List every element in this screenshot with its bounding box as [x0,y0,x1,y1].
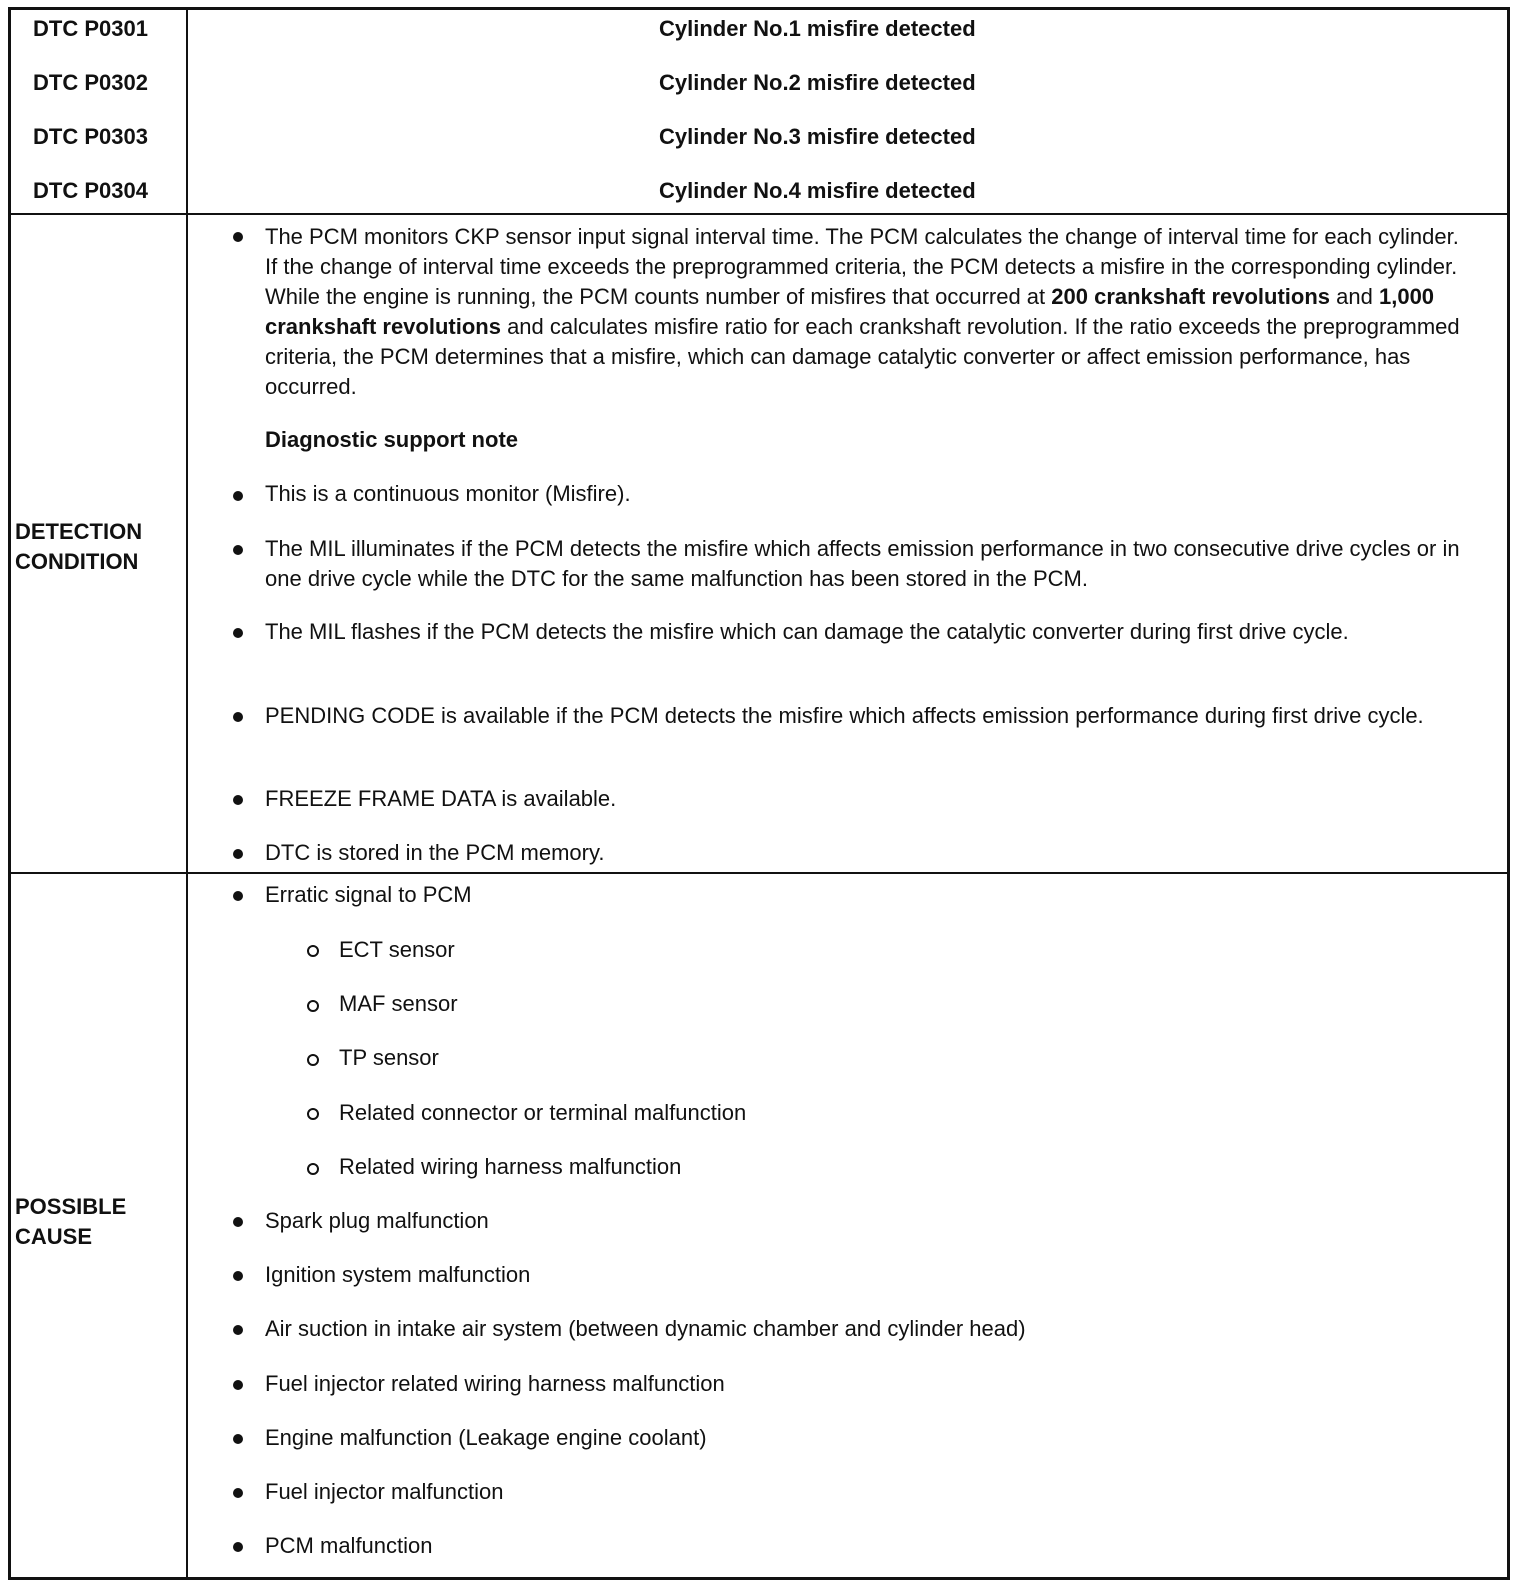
column-divider [186,215,188,872]
dtc-title: Cylinder No.1 misfire detected [659,16,976,41]
bullet-icon [233,628,243,638]
sub-bullet-icon [307,1108,319,1120]
sub-bullet-icon [307,1163,319,1175]
detection-item: DTC is stored in the PCM memory. [265,840,605,865]
dtc-code: DTC P0302 [33,70,148,95]
cause-sub-item: Related connector or terminal malfunction [339,1100,747,1125]
cause-item: Air suction in intake air system (between dynamic chamber and cylinder head) [265,1316,1026,1341]
column-divider [186,874,188,1577]
bullet-icon [233,1488,243,1498]
cause-item: Fuel injector related wiring harness malfunction [265,1371,725,1396]
cause-item: Fuel injector malfunction [265,1479,504,1504]
detection-item: The MIL illuminates if the PCM detects the misfire which affects emission performance in two consecutive drive cycles or in one drive cycle while the DTC for the same malfunction has been stored in the PCM. [265,536,1460,591]
dtc-title: Cylinder No.4 misfire detected [659,178,976,203]
dtc-title: Cylinder No.3 misfire detected [659,124,976,149]
sub-bullet-icon [307,945,319,957]
cause-item: Erratic signal to PCM [265,882,472,907]
bullet-icon [233,891,243,901]
dtc-code: DTC P0301 [33,16,148,41]
support-note-heading: Diagnostic support note [265,427,518,452]
bullet-icon [233,1217,243,1227]
dtc-title: Cylinder No.2 misfire detected [659,70,976,95]
cause-item: Engine malfunction (Leakage engine coolant) [265,1425,707,1450]
bullet-icon [233,545,243,555]
bullet-icon [233,232,243,242]
column-divider [186,10,188,213]
detection-item: PENDING CODE is available if the PCM detects the misfire which affects emission performance during first drive cycle. [265,703,1424,728]
possible-cause-row [11,874,1507,1577]
detection-condition-row [11,215,1507,874]
paragraph-text: and calculates misfire ratio for each crankshaft revolution. If the ratio exceeds the preprogrammed criteria, the PCM determines that a misfire, which can damage catalytic converter or affect emission performance, has occurred. [265,314,1460,399]
paragraph-bold: 200 crankshaft revolutions [1051,284,1331,309]
cause-item: Ignition system malfunction [265,1262,531,1287]
bullet-icon [233,1271,243,1281]
cause-item: PCM malfunction [265,1533,433,1558]
detection-item: The MIL flashes if the PCM detects the misfire which can damage the catalytic converter during first drive cycle. [265,619,1349,644]
bullet-icon [233,849,243,859]
cause-sub-item: ECT sensor [339,937,455,962]
bullet-icon [233,491,243,501]
paragraph-bold: 1,000 crankshaft revolutions [265,284,1435,339]
bullet-icon [233,1380,243,1390]
bullet-icon [233,1434,243,1444]
detection-item: This is a continuous monitor (Misfire). [265,481,631,506]
sub-bullet-icon [307,1054,319,1066]
dtc-row [11,10,1507,215]
dtc-code: DTC P0303 [33,124,148,149]
paragraph-text: The PCM monitors CKP sensor input signal interval time. The PCM calculates the change of interval time for each cylinder. If the change of interval time exceeds the preprogrammed criteria, the PCM detects a misfire in the corresponding cylinder. While the engine is running, the PCM counts number of misfires that occurred at [265,224,1459,309]
possible-cause-heading: POSSIBLE CAUSE [15,1194,127,1249]
bullet-icon [233,1542,243,1552]
detection-condition-heading: DETECTION CONDITION [15,519,143,574]
cause-item: Spark plug malfunction [265,1208,489,1233]
dtc-document-table [8,7,1510,1580]
bullet-icon [233,795,243,805]
dtc-code: DTC P0304 [33,178,148,203]
bullet-icon [233,712,243,722]
bullet-icon [233,1325,243,1335]
detection-paragraph [265,222,1475,402]
cause-sub-item: TP sensor [339,1045,439,1070]
sub-bullet-icon [307,1000,319,1012]
detection-item: FREEZE FRAME DATA is available. [265,786,617,811]
cause-sub-item: MAF sensor [339,991,458,1016]
cause-sub-item: Related wiring harness malfunction [339,1154,682,1179]
paragraph-text: and [1330,284,1379,309]
